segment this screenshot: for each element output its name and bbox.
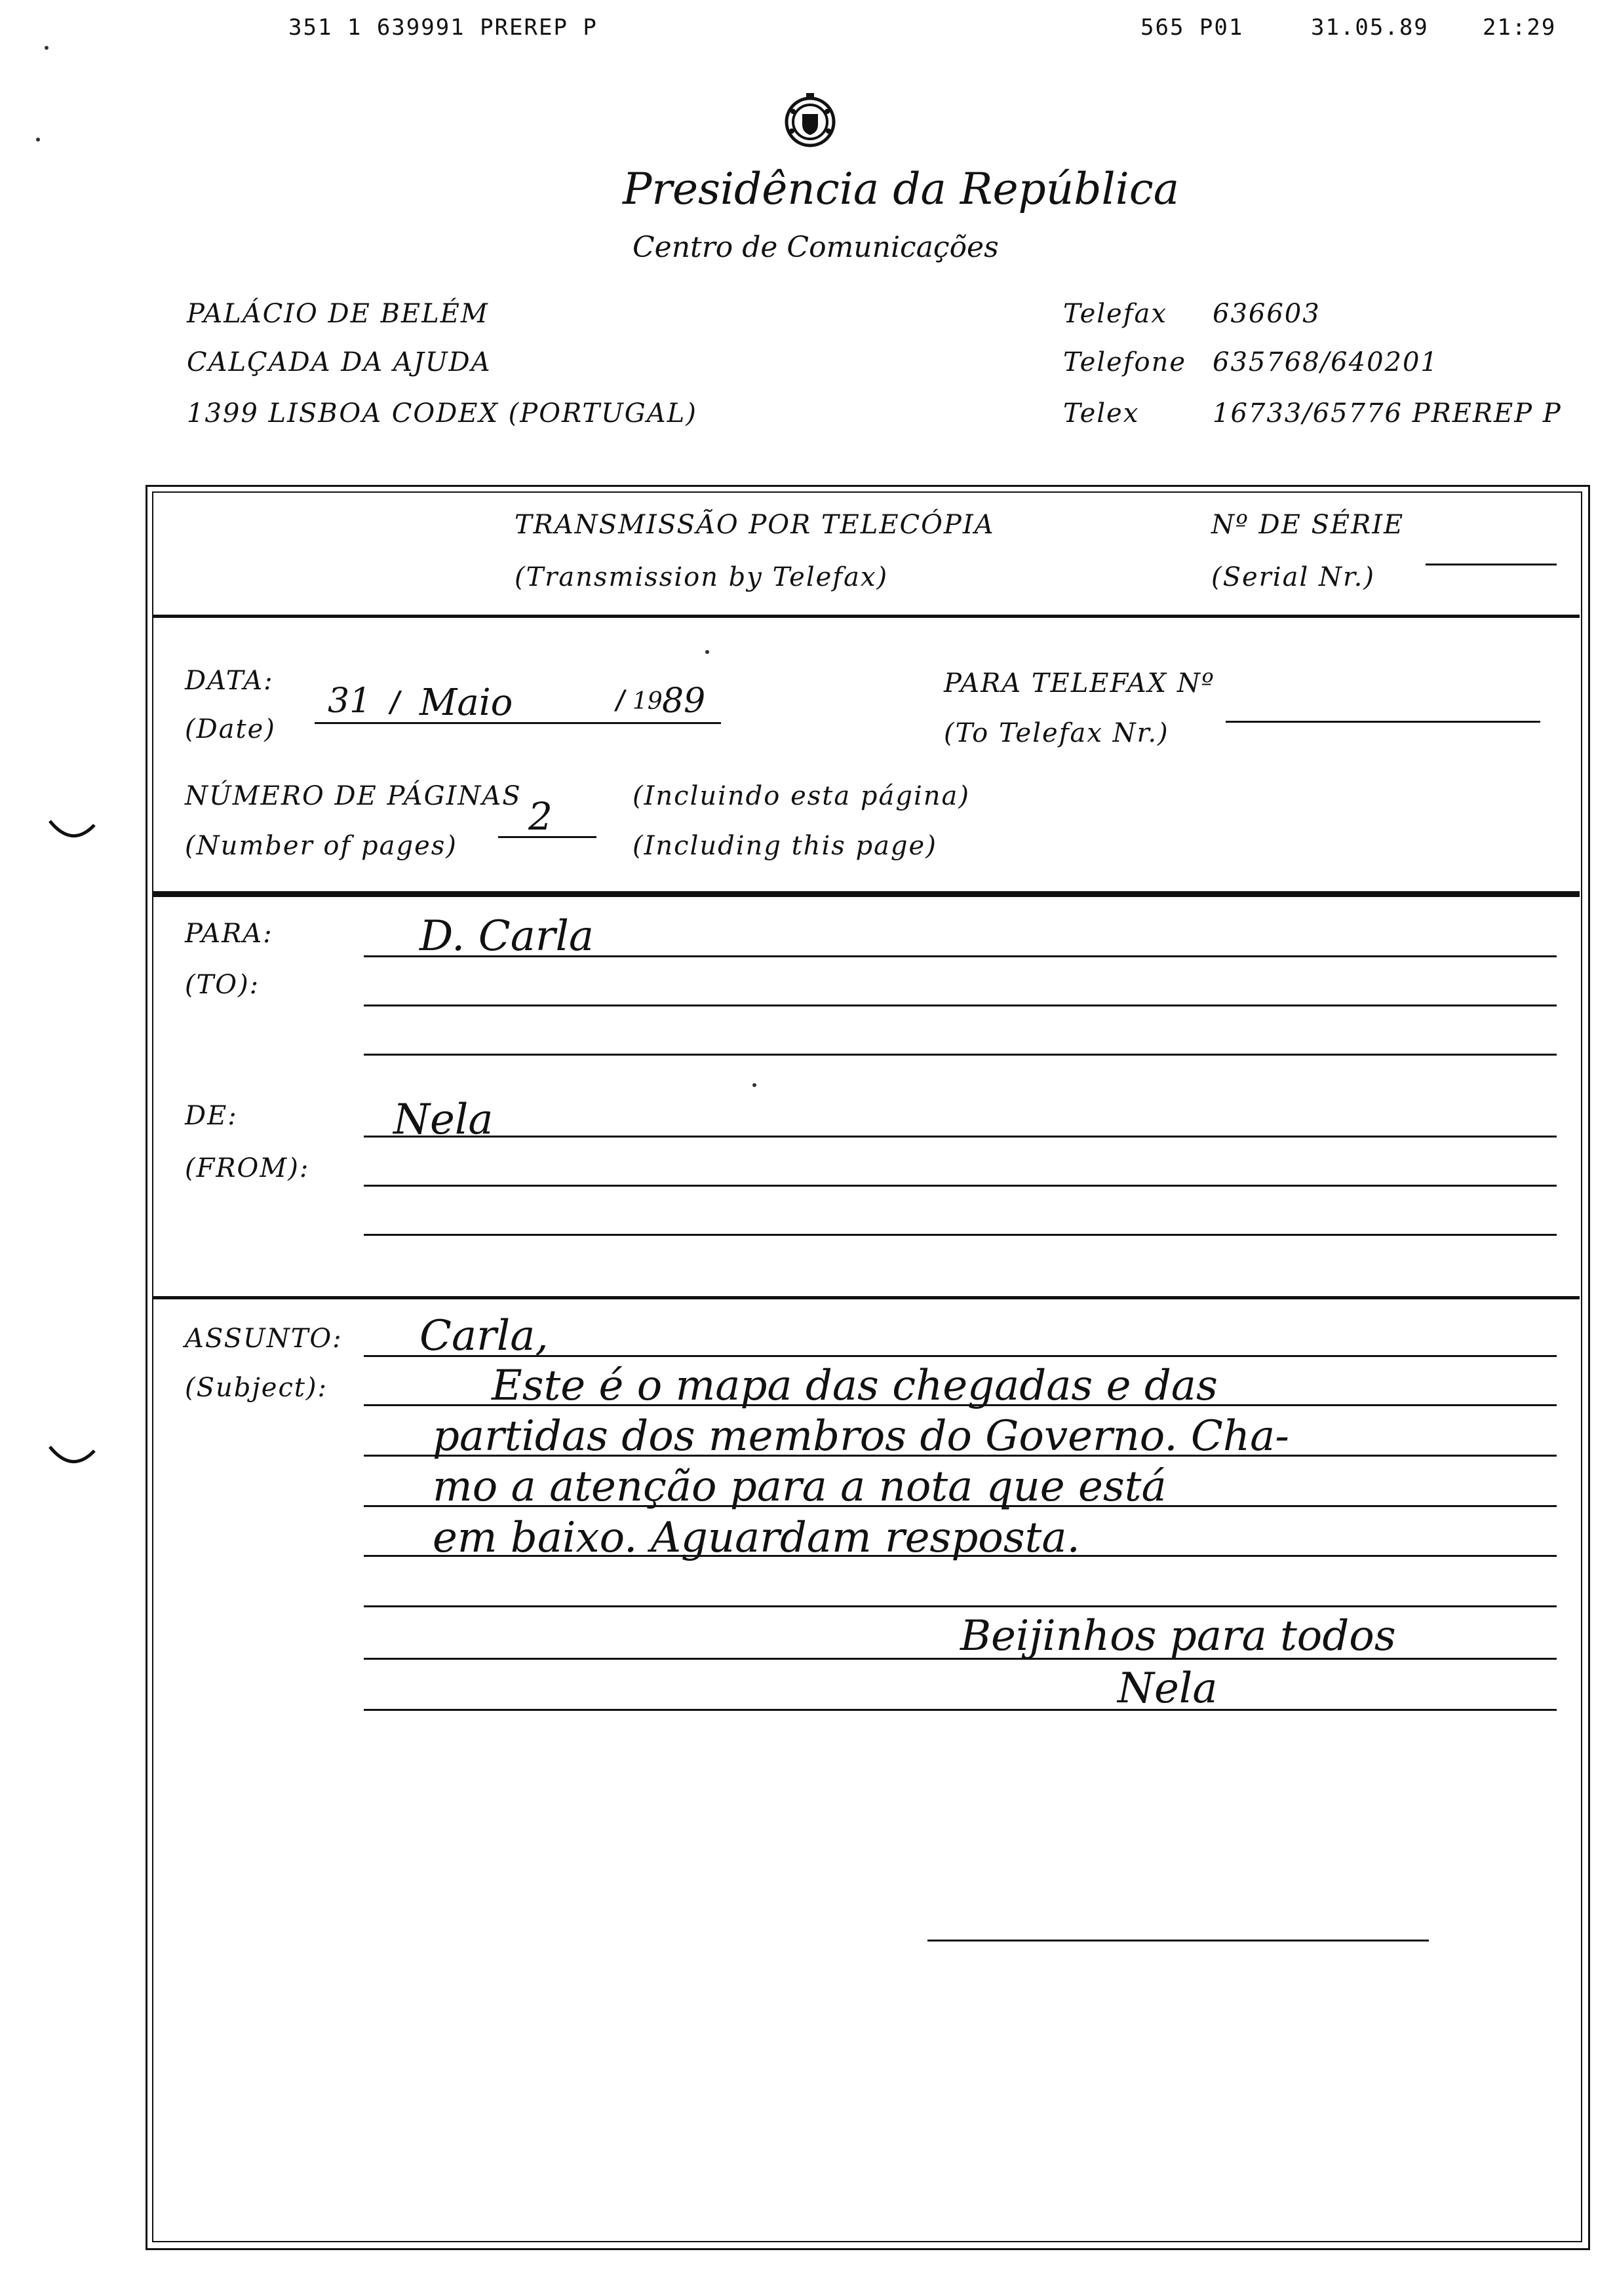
fax-header-page: 565 P01 — [1140, 14, 1244, 41]
fax-header-date: 31.05.89 — [1311, 14, 1429, 41]
subject-label: ASSUNTO: — [185, 1324, 343, 1354]
to-line-2 — [364, 1004, 1557, 1006]
to-line-1 — [364, 955, 1557, 957]
from-line-1 — [364, 1136, 1557, 1138]
pages-field — [498, 836, 596, 838]
signature-text: Nela — [1118, 1664, 1218, 1713]
subject-rule-1 — [364, 1355, 1557, 1357]
to-fax-field — [1226, 721, 1540, 723]
from-line-2 — [364, 1185, 1557, 1187]
subject-line-4: mo a atenção para a nota que está — [433, 1463, 1167, 1511]
subject-rule-3 — [364, 1455, 1557, 1457]
subject-label-en: (Subject): — [185, 1373, 328, 1403]
transmission-title: TRANSMISSÃO POR TELECÓPIA — [515, 510, 995, 540]
contact-telex-label: Telex — [1063, 398, 1140, 429]
serial-number-label: Nº DE SÉRIE — [1211, 510, 1405, 540]
from-label: DE: — [185, 1101, 238, 1131]
contact-telefax-value: 636603 — [1213, 299, 1321, 329]
subject-rule-6 — [364, 1605, 1557, 1607]
subject-rule-5 — [364, 1555, 1557, 1557]
to-label-en: (TO): — [185, 970, 260, 1000]
subject-rule-2 — [364, 1404, 1557, 1406]
subject-rule-8 — [364, 1709, 1557, 1711]
scan-speck — [45, 46, 49, 50]
from-value: Nela — [393, 1096, 494, 1144]
contact-telefone-value: 635768/640201 — [1213, 347, 1439, 377]
letterhead-title: Presidência da República — [623, 164, 1180, 214]
punch-hole-mark-bottom — [46, 1442, 98, 1474]
subject-line-3: partidas dos membros do Governo. Cha- — [433, 1412, 1289, 1461]
date-field — [315, 722, 721, 724]
subject-rule-4 — [364, 1505, 1557, 1507]
coat-of-arms-emblem — [784, 92, 836, 149]
from-label-en: (FROM): — [185, 1153, 310, 1183]
subject-line-2: Este é o mapa das chegadas e das — [492, 1362, 1218, 1410]
to-label: PARA: — [185, 919, 273, 949]
pages-label-en: (Number of pages) — [185, 831, 457, 861]
signature-line — [927, 1940, 1429, 1942]
address-line-2: CALÇADA DA AJUDA — [187, 347, 492, 377]
pages-note: (Incluindo esta página) — [632, 781, 970, 811]
divider-header — [152, 615, 1580, 618]
fax-header-sender: 351 1 639991 PREREP P — [288, 14, 598, 41]
pages-note-en: (Including this page) — [632, 831, 937, 861]
to-line-3 — [364, 1054, 1557, 1056]
serial-number-field — [1426, 564, 1557, 565]
divider-subject — [152, 1296, 1580, 1299]
letterhead-subtitle: Centro de Comunicações — [632, 231, 999, 264]
punch-hole-mark-top — [46, 816, 98, 849]
closing-text: Beijinhos para todos — [960, 1612, 1396, 1660]
date-label-en: (Date) — [185, 714, 276, 744]
pages-label: NÚMERO DE PÁGINAS — [185, 781, 522, 811]
subject-line-1: Carla, — [419, 1312, 549, 1360]
contact-telefax-label: Telefax — [1063, 299, 1167, 329]
date-year-prefix: 19 — [632, 688, 663, 715]
date-month-value: Maio — [419, 681, 513, 724]
date-separator-1: / — [387, 685, 404, 719]
fax-header-time: 21:29 — [1483, 14, 1557, 41]
to-fax-label-en: (To Telefax Nr.) — [944, 718, 1169, 748]
from-line-3 — [364, 1234, 1557, 1236]
date-separator-2: / — [613, 685, 629, 716]
to-fax-label: PARA TELEFAX Nº — [944, 668, 1215, 698]
date-year-value: 89 — [662, 681, 706, 721]
transmission-subtitle: (Transmission by Telefax) — [515, 562, 889, 592]
date-label: DATA: — [185, 666, 274, 696]
serial-number-label-en: (Serial Nr.) — [1211, 562, 1375, 592]
scan-speck — [36, 138, 40, 142]
subject-line-5: em baixo. Aguardam resposta. — [433, 1514, 1080, 1562]
divider-details — [152, 891, 1580, 897]
contact-telex-value: 16733/65776 PREREP P — [1213, 398, 1562, 429]
scan-speck — [752, 1083, 756, 1087]
contact-telefone-label: Telefone — [1063, 347, 1187, 377]
date-day-value: 31 — [328, 681, 372, 721]
scan-speck — [705, 650, 709, 654]
to-value: D. Carla — [419, 912, 594, 961]
pages-value: 2 — [528, 794, 553, 839]
address-line-1: PALÁCIO DE BELÉM — [187, 299, 489, 329]
address-line-3: 1399 LISBOA CODEX (PORTUGAL) — [187, 398, 697, 429]
